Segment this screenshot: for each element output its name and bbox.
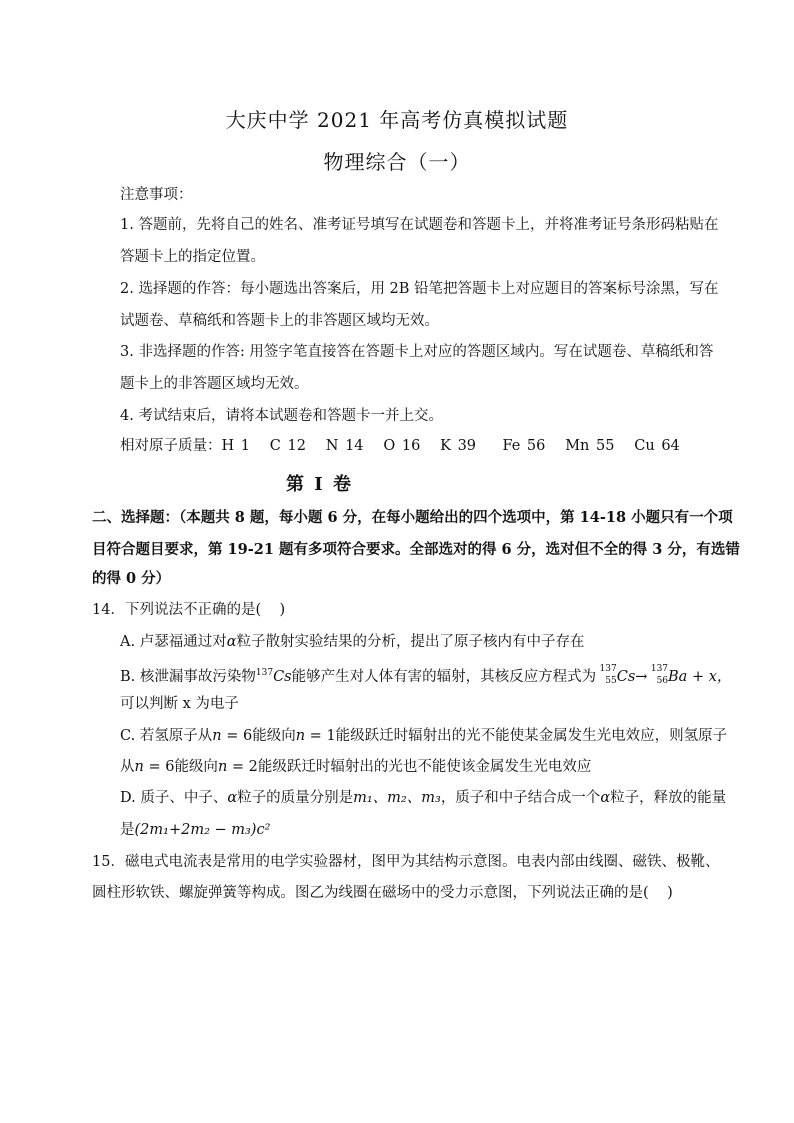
cs-eq-z: 55 xyxy=(605,675,617,686)
q14-c-text-5: 能级向 xyxy=(174,759,218,775)
q14-d-text-2: 粒子的质量分别是 xyxy=(237,790,354,806)
n-eq-1: = 1 xyxy=(305,728,336,744)
note-1-line-1: 1. 答题前，先将自己的姓名、准考证号填写在试题卷和答题卡上，并将准考证号条形码粘贴在 xyxy=(120,217,719,233)
alpha-symbol: α xyxy=(600,790,611,806)
q14-c-text-1: C. 若氢原子从 xyxy=(120,728,213,744)
eq-tail: + x， xyxy=(687,668,732,685)
q14-option-b-line-2: 可以判断 x 为电子 xyxy=(120,696,239,712)
exam-title: 大庆中学 2021 年高考仿真模拟试题 xyxy=(225,108,569,132)
q14-b-text-2: 能够产生对人体有害的辐射，其核反应方程式为 xyxy=(291,668,597,685)
cs-nuclide xyxy=(599,663,617,686)
n-symbol: n xyxy=(134,759,144,775)
n-symbol: n xyxy=(212,728,222,744)
q14-a-text-1: A. 卢瑟福通过对 xyxy=(120,634,227,650)
question-15-line-2: 圆柱形软铁、螺旋弹簧等构成。图乙为线圈在磁场中的受力示意图，下列说法正确的是( ) xyxy=(92,885,673,901)
note-1-line-2: 答题卡上的指定位置。 xyxy=(120,249,265,265)
atomic-masses: 相对原子质量：H 1 C 12 N 14 O 16 K 39 Fe 56 Mn 55 Cu 64 xyxy=(120,438,680,454)
n-eq-6: = 6 xyxy=(143,759,175,775)
cs-eq-mass: 137 xyxy=(599,663,617,674)
q14-c-text-2: 能级向 xyxy=(252,728,296,744)
section-instructions-line-3: 的得 0 分） xyxy=(92,570,171,587)
q14-d-text-5: 是 xyxy=(120,822,135,838)
q14-option-d-line-1 xyxy=(120,788,726,808)
section-instructions-line-1: 二、选择题：（本题共 8 题，每小题 6 分，在每小题给出的四个选项中，第 14-18 小题只有一个项 xyxy=(92,509,733,526)
ba-eq-symbol: Ba xyxy=(668,668,688,685)
cs-symbol: Cs xyxy=(273,668,292,685)
energy-formula: (2m₁+2m₂ − m₃)c² xyxy=(134,822,271,838)
alpha-symbol: α xyxy=(227,790,238,806)
q14-d-text-3: ，质子和中子结合成一个 xyxy=(440,790,601,806)
ba-eq-mass: 137 xyxy=(650,663,669,674)
q14-option-c-line-2 xyxy=(120,757,591,777)
q14-option-c-line-1 xyxy=(120,726,727,746)
q14-d-text-1: D. 质子、中子、 xyxy=(120,790,228,806)
notes-heading: 注意事项： xyxy=(120,187,193,203)
cs-eq-symbol: Cs xyxy=(616,668,636,685)
n-eq-6: = 6 xyxy=(221,728,253,744)
q14-option-b-line-1 xyxy=(120,663,731,687)
note-3-line-2: 题卡上的非答题区域均无效。 xyxy=(120,376,309,392)
note-4: 4. 考试结束后，请将本试题卷和答题卡一并上交。 xyxy=(120,408,443,424)
volume-title: 第 I 卷 xyxy=(286,474,353,495)
q14-c-text-3: 能级跃迁时辐射出的光不能使某金属发生光电效应，则氢原子 xyxy=(335,728,728,744)
q14-c-text-4: 从 xyxy=(120,759,135,775)
exam-subtitle: 物理综合（一） xyxy=(323,150,471,174)
note-3-line-1: 3. 非选择题的作答: 用签字笔直接答在答题卡上对应的答题区域内。写在试题卷、草稿纸和答 xyxy=(120,344,714,360)
question-14-stem: 14．下列说法不正确的是( ) xyxy=(92,602,286,618)
q14-option-d-line-2 xyxy=(120,820,270,840)
ba-nuclide xyxy=(650,663,669,686)
note-2-line-2: 试题卷、草稿纸和答题卡上的非答题区域均无效。 xyxy=(120,313,439,329)
q14-a-text-2: 粒子散射实验结果的分析，提出了原子核内有中子存在 xyxy=(236,634,585,650)
q14-d-text-4: 粒子，释放的能量 xyxy=(610,790,727,806)
section-instructions-line-2: 目符合题目要求，第 19-21 题有多项符合要求。全部选对的得 6 分，选对但不全的得 3 分，有选错 xyxy=(92,541,740,558)
reaction-arrow: → xyxy=(635,668,648,685)
q14-option-a xyxy=(120,632,585,652)
n-eq-2: = 2 xyxy=(227,759,258,775)
cs-mass-number: 137 xyxy=(255,668,274,678)
n-symbol: n xyxy=(295,728,306,744)
q14-b-text-1: B. 核泄漏事故污染物 xyxy=(120,668,256,685)
note-2-line-1: 2. 选择题的作答：每小题选出答案后，用 2B 铅笔把答题卡上对应题目的答案标号涂黑，写在 xyxy=(120,281,719,297)
n-symbol: n xyxy=(217,759,228,775)
mass-symbols: m₁、m₂、m₃ xyxy=(353,790,441,806)
ba-eq-z: 56 xyxy=(656,675,669,686)
alpha-symbol: α xyxy=(226,634,237,650)
question-15-line-1: 15．磁电式电流表是常用的电学实验器材，图甲为其结构示意图。电表内部由线圈、磁铁、极靴、 xyxy=(92,854,720,870)
q14-c-text-6: 能级跃迁时辐射出的光也不能使该金属发生光电效应 xyxy=(257,759,592,775)
